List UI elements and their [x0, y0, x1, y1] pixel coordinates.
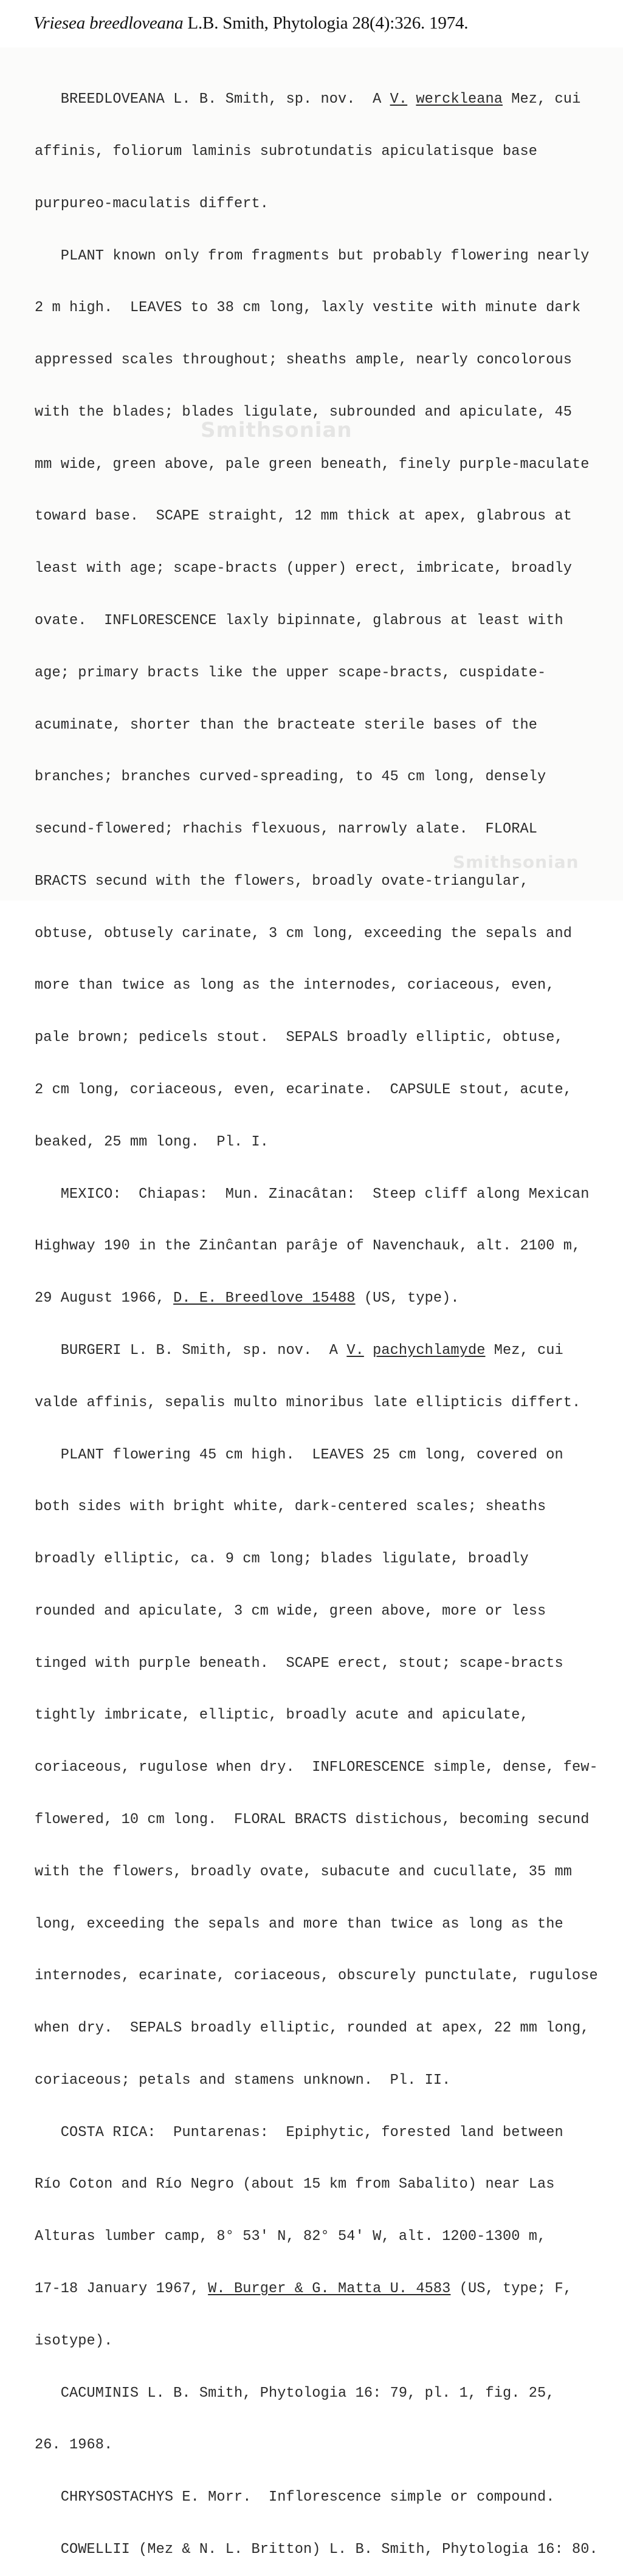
space [364, 1342, 373, 1359]
text-line: long, exceeding the sepals and more than twice as long as the [35, 1915, 563, 1932]
text-line: 2 m high. LEAVES to 38 cm long, laxly vestite with minute dark [35, 300, 581, 317]
line-segment: 17-18 January 1967, [35, 2281, 208, 2297]
text-line: BRACTS secund with the flowers, broadly ovate-triangular, [35, 873, 529, 890]
text-line: PLANT flowering 45 cm high. LEAVES 25 cm long, covered on [35, 1446, 563, 1463]
text-line: coriaceous, rugulose when dry. INFLORESCENCE simple, dense, few- [35, 1759, 598, 1776]
text-line: CHRYSOSTACHYS E. Morr. Inflorescence simple or compound. [35, 2489, 555, 2506]
text-line: broadly elliptic, ca. 9 cm long; blades ligulate, broadly [35, 1551, 529, 1568]
text-line: internodes, ecarinate, coriaceous, obscurely punctulate, rugulose [35, 1968, 598, 1985]
text-line: pale brown; pedicels stout. SEPALS broadly elliptic, obtuse, [35, 1029, 563, 1046]
text-line: appressed scales throughout; sheaths ample, nearly concolorous [35, 352, 573, 369]
text-line: CACUMINIS L. B. Smith, Phytologia 16: 79, pl. 1, fig. 25, [35, 2385, 555, 2402]
text-line: both sides with bright white, dark-centered scales; sheaths [35, 1499, 546, 1516]
text-line: beaked, 25 mm long. Pl. I. [35, 1133, 269, 1150]
text-line: acuminate, shorter than the bracteate sterile bases of the [35, 716, 537, 733]
text-line: obtuse, obtusely carinate, 3 cm long, exceeding the sepals and [35, 925, 573, 942]
text-line [35, 1342, 598, 1360]
text-line: COSTA RICA: Puntarenas: Epiphytic, forested land between [35, 2124, 563, 2141]
text-line [35, 1290, 598, 1308]
text-line: when dry. SEPALS broadly elliptic, rounded at apex, 22 mm long, [35, 2020, 590, 2037]
text-line: least with age; scape-bracts (upper) erect, imbricate, broadly [35, 560, 573, 577]
text-line: branches; branches curved-spreading, to 45 cm long, densely [35, 769, 546, 786]
text-line: 26. 1968. [35, 2437, 113, 2454]
text-line: toward base. SCAPE straight, 12 mm thick at apex, glabrous at [35, 508, 573, 525]
line-segment: 29 August 1966, [35, 1290, 174, 1307]
text-line: Alturas lumber camp, 8° 53' N, 82° 54' W, alt. 1200-1300 m, [35, 2228, 546, 2245]
text-line: ovate. INFLORESCENCE laxly bipinnate, glabrous at least with [35, 613, 563, 629]
text-line [35, 2281, 598, 2298]
text-line: isotype). [35, 2332, 113, 2349]
text-line: coriaceous; petals and stamens unknown. Pl. II. [35, 2072, 451, 2089]
species-epithet: pachychlamyde [373, 1342, 486, 1359]
text-line: rounded and apiculate, 3 cm wide, green above, more or less [35, 1602, 546, 1619]
text-line: mm wide, green above, pale green beneath, finely purple-maculate [35, 456, 590, 473]
text-line: with the flowers, broadly ovate, subacute and cucullate, 35 mm [35, 1863, 573, 1880]
watermark: Smithsonian [453, 852, 579, 872]
text-line: more than twice as long as the internodes, coriaceous, even, [35, 977, 555, 994]
collector-number: W. Burger & G. Matta U. 4583 [208, 2281, 451, 2297]
species-name: Vriesea breedloveana [33, 13, 184, 33]
species-epithet: werckleana [416, 91, 503, 108]
text-line: PLANT known only from fragments but probably flowering nearly [35, 247, 590, 264]
text-line: purpureo-maculatis differt. [35, 195, 269, 212]
space [407, 91, 416, 108]
text-line: with the blades; blades ligulate, subrounded and apiculate, 45 [35, 404, 573, 421]
watermark: Smithsonian [201, 418, 353, 442]
line-segment: (US, type; F, [450, 2281, 573, 2297]
text-line: Highway 190 in the Zinĉantan parâje of Navenchauk, alt. 2100 m, [35, 1238, 581, 1255]
text-line: valde affinis, sepalis multo minoribus late ellipticis differt. [35, 1394, 581, 1411]
line-segment: (US, type). [355, 1290, 460, 1307]
text-line: 2 cm long, coriaceous, even, ecarinate. CAPSULE stout, acute, [35, 1082, 573, 1099]
line-segment: BREEDLOVEANA L. B. Smith, sp. nov. A [35, 91, 390, 108]
text-line: affinis, foliorum laminis subrotundatis apiculatisque base [35, 143, 537, 160]
genus-abbrev: V. [346, 1342, 364, 1359]
genus-abbrev: V. [390, 91, 408, 108]
line-segment: BURGERI L. B. Smith, sp. nov. A [35, 1342, 347, 1359]
line-segment: Mez, cui [485, 1342, 563, 1359]
text-line: age; primary bracts like the upper scape-bracts, cuspidate- [35, 664, 546, 681]
text-line [35, 91, 598, 109]
collector-number: D. E. Breedlove 15488 [173, 1290, 356, 1307]
citation-text: L.B. Smith, Phytologia 28(4):326. 1974. [183, 13, 469, 33]
text-line: tinged with purple beneath. SCAPE erect, stout; scape-bracts [35, 1655, 563, 1672]
text-line: COWELLII (Mez & N. L. Britton) L. B. Smith, Phytologia 16: 80. [35, 2541, 598, 2558]
text-line: MEXICO: Chiapas: Mun. Zinacâtan: Steep cliff along Mexican [35, 1186, 590, 1203]
text-line: secund-flowered; rhachis flexuous, narrowly alate. FLORAL [35, 821, 537, 838]
text-line: Río Coton and Río Negro (about 15 km from Sabalito) near Las [35, 2176, 555, 2193]
text-line: tightly imbricate, elliptic, broadly acute and apiculate, [35, 1707, 529, 1724]
citation-header [33, 13, 468, 33]
text-line: flowered, 10 cm long. FLORAL BRACTS distichous, becoming secund [35, 1811, 590, 1828]
line-segment: Mez, cui [503, 91, 581, 108]
